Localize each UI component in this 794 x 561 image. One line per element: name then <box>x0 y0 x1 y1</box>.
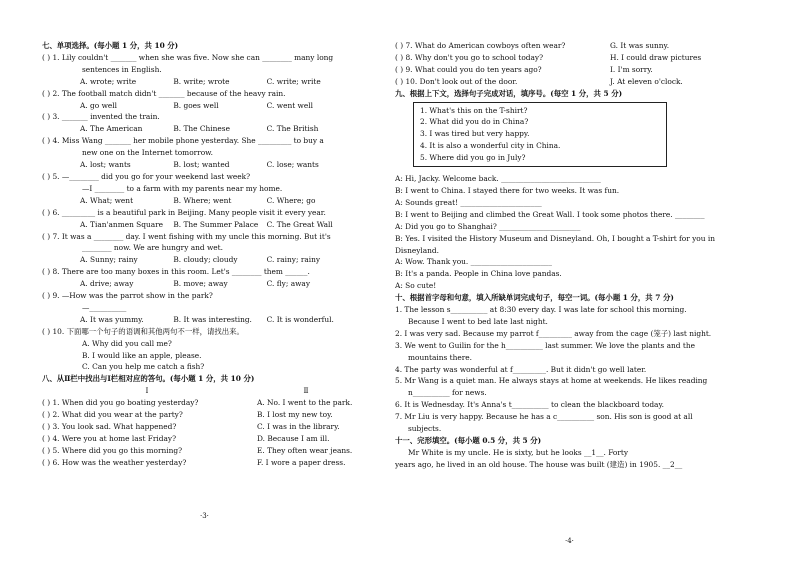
match-row <box>395 40 750 52</box>
option-b: B. cloudy; cloudy <box>173 255 238 265</box>
match-answer: C. I was in the library. <box>257 422 340 431</box>
fill-sentence: 7. Mr Liu is very happy. Because he has a c__________ son. His son is good at all <box>395 412 693 422</box>
match-question: ( ) 1. When did you go boating yesterday? <box>42 398 199 408</box>
option-b: B. lost; wanted <box>173 160 230 170</box>
box-item: 5. Where did you go in July? <box>420 153 526 163</box>
fill-sentence-cont: Because I went to bed late last night. <box>408 316 548 326</box>
match-row <box>42 409 360 421</box>
right-column <box>395 40 750 471</box>
left-column <box>42 40 360 469</box>
dialog-line: B: Yes. I visited the History Museum and Disneyland. Oh, I bought a T-shirt for you in <box>395 233 715 243</box>
option-c: C. The British <box>266 124 319 134</box>
question-8: ( ) 8. There are too many boxes in this room. Let's ________ them ______. <box>42 267 310 277</box>
option-a: A. drive; away <box>80 279 134 289</box>
option-b: B. write; wrote <box>173 76 230 86</box>
option-c: C. rainy; rainy <box>266 255 321 265</box>
option-c: C. fly; away <box>266 279 311 289</box>
match-answer: E. They often wear jeans. <box>257 445 353 455</box>
option-b: B. Where; went <box>173 195 232 205</box>
question-1-options <box>42 76 360 88</box>
fill-sentence: 3. We went to Guilin for the h__________ last summer. We love the plants and the <box>395 340 695 350</box>
section10-title: 十、根据首字母和句意，填入所缺单词完成句子，每空一词。(每小题 1 分，共 7 分) <box>395 293 674 303</box>
question-5-options <box>42 195 360 207</box>
option-c: C. The Great Wall <box>266 219 333 229</box>
fill-sentence: 5. Mr Wang is a quiet man. He always stays at home at weekends. He likes reading <box>395 376 708 386</box>
match-answer: G. It was sunny. <box>610 41 670 50</box>
option-a: A. What; went <box>80 195 134 205</box>
question-9-cont: —__________ <box>82 302 127 312</box>
question-6-options <box>42 219 360 231</box>
fill-sentence: 2. I was very sad. Because my parrot f_________ away from the cage (笼子) last night. <box>395 328 712 338</box>
question-9-options <box>42 314 360 326</box>
match-question: ( ) 5. Where did you go this morning? <box>42 445 183 455</box>
dialog-line: A: Wow. Thank you. ______________________ <box>395 257 552 267</box>
fill-sentence: 6. It is Wednesday. It's Anna's t__________ to clean the blackboard today. <box>395 400 665 410</box>
box-item: 1. What's this on the T-shirt? <box>420 105 528 115</box>
fill-sentence-cont: n__________ for news. <box>408 388 487 398</box>
fill-sentence-cont: mountains there. <box>408 352 472 362</box>
dialog-line: A: Sounds great! ______________________ <box>395 197 542 207</box>
option-b: B. It was interesting. <box>173 314 252 324</box>
question-3-options <box>42 123 360 135</box>
match-answer: D. Because I am ill. <box>257 433 330 443</box>
question-6: ( ) 6. _________ is a beautiful park in Beijing. Many people visit it every year. <box>42 207 326 217</box>
question-7: ( ) 7. It was a ________ day. I went fishing with my uncle this morning. But it's <box>42 231 331 241</box>
question-4-options <box>42 159 360 171</box>
option-c: C. went well <box>266 100 313 110</box>
option-b: B. goes well <box>173 100 219 110</box>
option-c: C. It is wonderful. <box>266 314 334 324</box>
match-answer: F. I wore a paper dress. <box>257 457 346 467</box>
question-7-cont: ________ now. We are hungry and wet. <box>82 243 223 253</box>
match-question: ( ) 8. Why don't you go to school today? <box>395 52 544 62</box>
question-4: ( ) 4. Miss Wang _______ her mobile phone yesterday. She _________ to buy a <box>42 136 324 146</box>
fill-sentence: 4. The party was wonderful at f_________. But it didn't go well later. <box>395 364 647 374</box>
question-5-cont: —I ________ to a farm with my parents near my home. <box>82 183 283 193</box>
fill-sentence-cont: subjects. <box>408 424 442 434</box>
column-1-header: Ⅰ <box>145 386 149 396</box>
match-column-headers <box>42 385 360 397</box>
dialog-line: A: Did you go to Shanghai? ______________________ <box>395 221 581 231</box>
question-4-cont: new one on the Internet tomorrow. <box>82 148 213 158</box>
match-question: ( ) 10. Don't look out of the door. <box>395 76 518 86</box>
match-answer: I. I'm sorry. <box>610 64 653 74</box>
cloze-line: years ago, he lived in an old house. The house was built (建造) in 1905. __2__ <box>395 459 683 469</box>
match-row <box>395 52 750 64</box>
dialog-line: A: So cute! <box>395 281 437 291</box>
page-number-left: ·3· <box>200 512 209 520</box>
cloze-line: Mr White is my uncle. He is sixty, but he looks __1__. Forty <box>408 447 629 457</box>
match-row <box>42 433 360 445</box>
question-10: ( ) 10. 下面哪一个句子的语调和其他两句不一样，请找出来。 <box>42 326 244 336</box>
match-question: ( ) 4. Were you at home last Friday? <box>42 433 177 443</box>
match-row <box>42 421 360 433</box>
match-row <box>395 76 750 88</box>
option-a: A. lost; wants <box>80 160 131 170</box>
option-b: B. The Summer Palace <box>173 219 259 229</box>
question-9: ( ) 9. —How was the parrot show in the park? <box>42 291 213 301</box>
fill-sentence: 1. The lesson s__________ at 8:30 every day. I was late for school this morning. <box>395 305 687 315</box>
option-c: C. write; write <box>266 76 321 86</box>
match-answer: J. At eleven o'clock. <box>610 76 683 86</box>
option-c: C. lose; wants <box>266 160 319 170</box>
match-question: ( ) 3. You look sad. What happened? <box>42 422 177 431</box>
question-10-option-c: C. Can you help me catch a fish? <box>82 362 205 372</box>
match-answer: A. No. I went to the park. <box>257 398 353 408</box>
question-7-options <box>42 254 360 266</box>
section11-title: 十一、完形填空。(每小题 0.5 分，共 5 分) <box>395 436 542 445</box>
section7-title: 七、单项选择。(每小题 1 分，共 10 分) <box>42 41 179 50</box>
match-answer: B. I lost my new toy. <box>257 410 333 420</box>
page-number-right: ·4· <box>565 537 574 545</box>
match-answer: H. I could draw pictures <box>610 52 702 62</box>
section9-title: 九、根据上下文，选择句子完成对话，填序号。(每空 1 分，共 5 分) <box>395 88 623 98</box>
question-10-option-a: A. Why did you call me? <box>82 338 172 348</box>
sentence-options-box <box>413 102 667 168</box>
question-1: ( ) 1. Lily couldn't _______ when she was five. Now she can ________ many long <box>42 52 334 62</box>
option-a: A. Tian'anmen Square <box>80 219 164 229</box>
match-row <box>42 397 360 409</box>
match-question: ( ) 2. What did you wear at the party? <box>42 410 183 420</box>
column-2-header: Ⅱ <box>303 386 309 396</box>
option-c: C. Where; go <box>266 195 316 205</box>
box-item: 2. What did you do in China? <box>420 117 529 127</box>
match-question: ( ) 7. What do American cowboys often wear? <box>395 41 566 50</box>
option-a: A. Sunny; rainy <box>80 255 138 265</box>
dialog-line: B: It's a panda. People in China love pandas. <box>395 269 562 279</box>
option-b: B. The Chinese <box>173 124 230 134</box>
option-a: A. It was yummy. <box>80 314 144 324</box>
question-1-cont: sentences in English. <box>82 64 162 74</box>
question-2: ( ) 2. The football match didn't _______ because of the heavy rain. <box>42 88 286 98</box>
match-question: ( ) 6. How was the weather yesterday? <box>42 457 187 467</box>
section8-title: 八、从Ⅱ栏中找出与Ⅰ栏相对应的答句。(每小题 1 分，共 10 分) <box>42 374 255 384</box>
question-5: ( ) 5. —________ did you go for your weekend last week? <box>42 171 251 181</box>
match-row <box>395 64 750 76</box>
box-item: 4. It is also a wonderful city in China. <box>420 141 561 151</box>
option-a: A. wrote; write <box>80 76 137 86</box>
question-2-options <box>42 100 360 112</box>
dialog-line: B: I went to Beijing and climbed the Great Wall. I took some photos there. ________ <box>395 209 705 219</box>
dialog-line: Disneyland. <box>395 245 440 255</box>
option-a: A. The American <box>80 124 143 134</box>
match-question: ( ) 9. What could you do ten years ago? <box>395 64 542 74</box>
dialog-line: B: I went to China. I stayed there for two weeks. It was fun. <box>395 185 620 195</box>
option-b: B. move; away <box>173 279 228 289</box>
dialog-line: A: Hi, Jacky. Welcome back. ___________________________ <box>395 174 601 184</box>
match-row <box>42 445 360 457</box>
option-a: A. go well <box>80 100 117 110</box>
box-item: 3. I was tired but very happy. <box>420 129 530 139</box>
match-row <box>42 457 360 469</box>
question-3: ( ) 3. _______ invented the train. <box>42 112 160 122</box>
question-10-option-b: B. I would like an apple, please. <box>82 350 202 360</box>
question-8-options <box>42 278 360 290</box>
